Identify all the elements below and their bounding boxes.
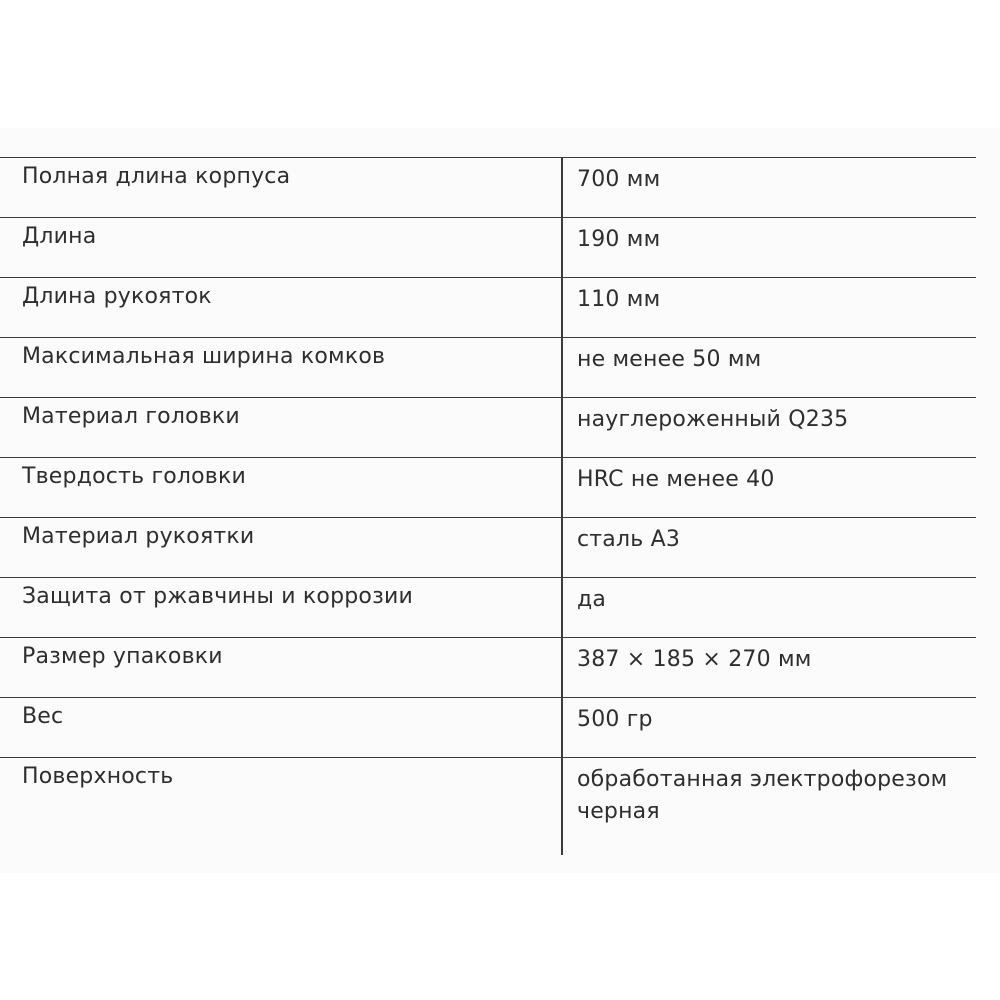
table-row bbox=[0, 337, 976, 397]
spec-value: 190 мм bbox=[577, 227, 661, 252]
spec-value: обработанная электрофорезом черная bbox=[577, 767, 948, 824]
spec-name: Защита от ржавчины и коррозии bbox=[22, 584, 413, 609]
table-row bbox=[0, 457, 976, 517]
spec-value: да bbox=[577, 587, 607, 612]
spec-name: Длина рукояток bbox=[22, 284, 212, 309]
spec-name: Материал головки bbox=[22, 404, 240, 429]
table-row bbox=[0, 637, 976, 697]
table-row bbox=[0, 397, 976, 457]
spec-name: Материал рукоятки bbox=[22, 524, 255, 549]
spec-value: 110 мм bbox=[577, 287, 661, 312]
spec-name: Вес bbox=[22, 704, 64, 729]
table-row bbox=[0, 517, 976, 577]
spec-value: 387 × 185 × 270 мм bbox=[577, 647, 812, 672]
table-row bbox=[0, 277, 976, 337]
spec-name: Размер упаковки bbox=[22, 644, 223, 669]
spec-name: Поверхность bbox=[22, 764, 174, 789]
spec-value: HRC не менее 40 bbox=[577, 467, 775, 492]
spec-value: 700 мм bbox=[577, 167, 661, 192]
spec-value: не менее 50 мм bbox=[577, 347, 762, 372]
table-row bbox=[0, 157, 976, 217]
spec-name: Полная длина корпуса bbox=[22, 164, 291, 189]
table-row bbox=[0, 757, 976, 845]
column-divider bbox=[561, 157, 563, 855]
spec-name: Максимальная ширина комков bbox=[22, 344, 386, 369]
spec-value: сталь А3 bbox=[577, 527, 681, 552]
spec-value: науглероженный Q235 bbox=[577, 407, 849, 432]
table-row bbox=[0, 217, 976, 277]
spec-value: 500 гр bbox=[577, 707, 653, 732]
table-row bbox=[0, 697, 976, 757]
spec-name: Твердость головки bbox=[22, 464, 246, 489]
spec-table bbox=[0, 157, 976, 845]
table-row bbox=[0, 577, 976, 637]
spec-name: Длина bbox=[22, 224, 97, 249]
